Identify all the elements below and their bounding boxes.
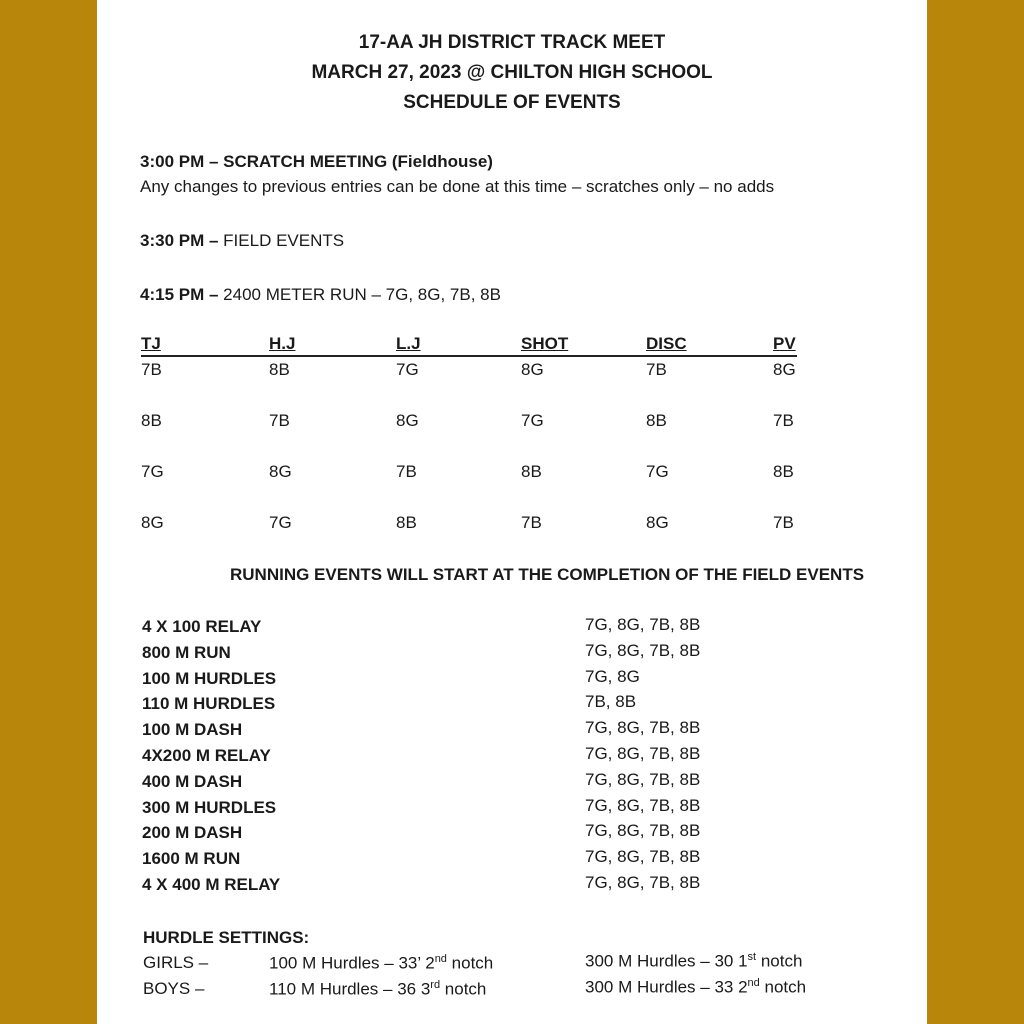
field-event-cell: 8B — [646, 411, 667, 430]
boys-short-hurdle — [269, 979, 486, 1000]
scratch-meeting-time: 3:00 PM – SCRATCH MEETING (Fieldhouse) — [140, 152, 493, 171]
field-event-cell: 7G — [141, 462, 164, 481]
boys-short-hurdle-text: 110 M Hurdles – 36 3 — [269, 979, 431, 999]
girls-label: GIRLS – — [143, 953, 209, 972]
field-event-cell: 8G — [396, 411, 419, 430]
field-event-cell: 7G — [269, 513, 292, 532]
girls-long-hurdle-tail: notch — [756, 951, 803, 971]
running-event-name: 100 M DASH — [142, 720, 243, 740]
running-event-divisions: 7G, 8G, 7B, 8B — [585, 718, 701, 738]
field-event-cell: 7G — [646, 462, 669, 481]
boys-short-hurdle-sup: rd — [430, 979, 441, 991]
title-line-2: MARCH 27, 2023 @ CHILTON HIGH SCHOOL — [311, 62, 713, 83]
field-event-cell: 8G — [773, 360, 796, 379]
field-event-cell: 8B — [773, 462, 794, 481]
running-event-divisions: 7G, 8G — [585, 666, 640, 686]
running-event-divisions: 7G, 8G, 7B, 8B — [585, 769, 701, 789]
field-event-cell: 7B — [773, 411, 794, 430]
running-event-name: 300 M HURDLES — [142, 797, 277, 817]
girls-long-hurdle — [585, 951, 802, 972]
running-event-divisions: 7B, 8B — [585, 692, 637, 712]
girls-short-hurdle-tail: notch — [446, 953, 494, 973]
field-header-disc: DISC — [646, 334, 687, 353]
document-page — [97, 0, 927, 1024]
running-event-name: 110 M HURDLES — [142, 694, 276, 714]
title-line-1: 17-AA JH DISTRICT TRACK MEET — [358, 32, 666, 53]
run-2400-line — [140, 285, 501, 305]
field-event-cell: 7B — [646, 360, 667, 379]
running-event-divisions: 7G, 8G, 7B, 8B — [585, 640, 701, 660]
field-event-cell: 8G — [646, 513, 669, 532]
field-event-cell: 7B — [396, 462, 417, 481]
running-event-name: 200 M DASH — [142, 823, 243, 843]
field-header-pv: PV — [773, 334, 796, 353]
scratch-meeting-note: Any changes to previous entries can be done at this time – scratches only – no adds — [140, 177, 775, 196]
girls-long-hurdle-text: 300 M Hurdles – 30 1 — [585, 951, 748, 971]
field-event-cell: 8B — [141, 411, 162, 430]
field-header-shot: SHOT — [521, 334, 569, 353]
field-header-lj: L.J — [396, 334, 421, 353]
boys-short-hurdle-tail: notch — [440, 979, 487, 999]
field-event-cell: 7G — [521, 411, 544, 430]
girls-short-hurdle-sup: nd — [434, 953, 447, 965]
field-event-cell: 8G — [141, 513, 164, 532]
field-events-label: FIELD EVENTS — [223, 231, 345, 250]
running-event-divisions: 7G, 8G, 7B, 8B — [585, 873, 701, 892]
field-header-rule — [141, 355, 797, 357]
field-event-cell: 8G — [521, 360, 544, 379]
running-event-divisions: 7G, 8G, 7B, 8B — [585, 847, 701, 867]
running-events-note: RUNNING EVENTS WILL START AT THE COMPLETION OF THE FIELD EVENTS — [230, 565, 865, 584]
running-event-name: 4X200 M RELAY — [142, 746, 271, 765]
title-line-3: SCHEDULE OF EVENTS — [403, 92, 621, 113]
field-events-line — [140, 231, 344, 251]
girls-short-hurdle — [269, 953, 493, 974]
field-events-time: 3:30 PM – — [140, 231, 219, 250]
running-event-divisions: 7G, 8G, 7B, 8B — [585, 615, 701, 634]
running-event-divisions: 7G, 8G, 7B, 8B — [585, 821, 701, 841]
running-event-name: 800 M RUN — [142, 642, 231, 662]
boys-long-hurdle-sup: nd — [747, 977, 760, 989]
field-event-cell: 7B — [773, 513, 794, 532]
field-event-cell: 8G — [269, 462, 292, 481]
boys-long-hurdle-tail: notch — [759, 977, 807, 997]
running-event-name: 100 M HURDLES — [142, 668, 277, 688]
running-event-name: 4 X 400 M RELAY — [142, 875, 281, 894]
running-event-divisions: 7G, 8G, 7B, 8B — [585, 795, 701, 815]
boys-label: BOYS – — [143, 979, 205, 998]
field-event-cell: 7B — [521, 513, 542, 532]
running-event-name: 400 M DASH — [142, 771, 243, 791]
run-2400-time: 4:15 PM – — [140, 285, 219, 304]
field-event-cell: 8B — [269, 360, 290, 379]
field-header-hj: H.J — [269, 334, 296, 353]
field-event-cell: 7B — [141, 360, 162, 379]
girls-long-hurdle-sup: st — [747, 951, 757, 963]
hurdle-settings-title: HURDLE SETTINGS: — [143, 928, 310, 947]
running-event-divisions: 7G, 8G, 7B, 8B — [585, 744, 701, 763]
running-event-name: 1600 M RUN — [142, 849, 241, 869]
field-event-cell: 7B — [269, 411, 290, 430]
field-event-cell: 8B — [521, 462, 542, 481]
field-header-tj: TJ — [141, 334, 161, 353]
run-2400-label: 2400 METER RUN – 7G, 8G, 7B, 8B — [223, 285, 501, 304]
boys-long-hurdle-text: 300 M Hurdles – 33 2 — [585, 977, 748, 997]
field-event-cell: 8B — [396, 513, 417, 532]
girls-short-hurdle-text: 100 M Hurdles – 33’ 2 — [269, 953, 435, 973]
field-event-cell: 7G — [396, 360, 419, 379]
running-event-name: 4 X 100 RELAY — [142, 617, 262, 636]
boys-long-hurdle — [585, 977, 806, 998]
